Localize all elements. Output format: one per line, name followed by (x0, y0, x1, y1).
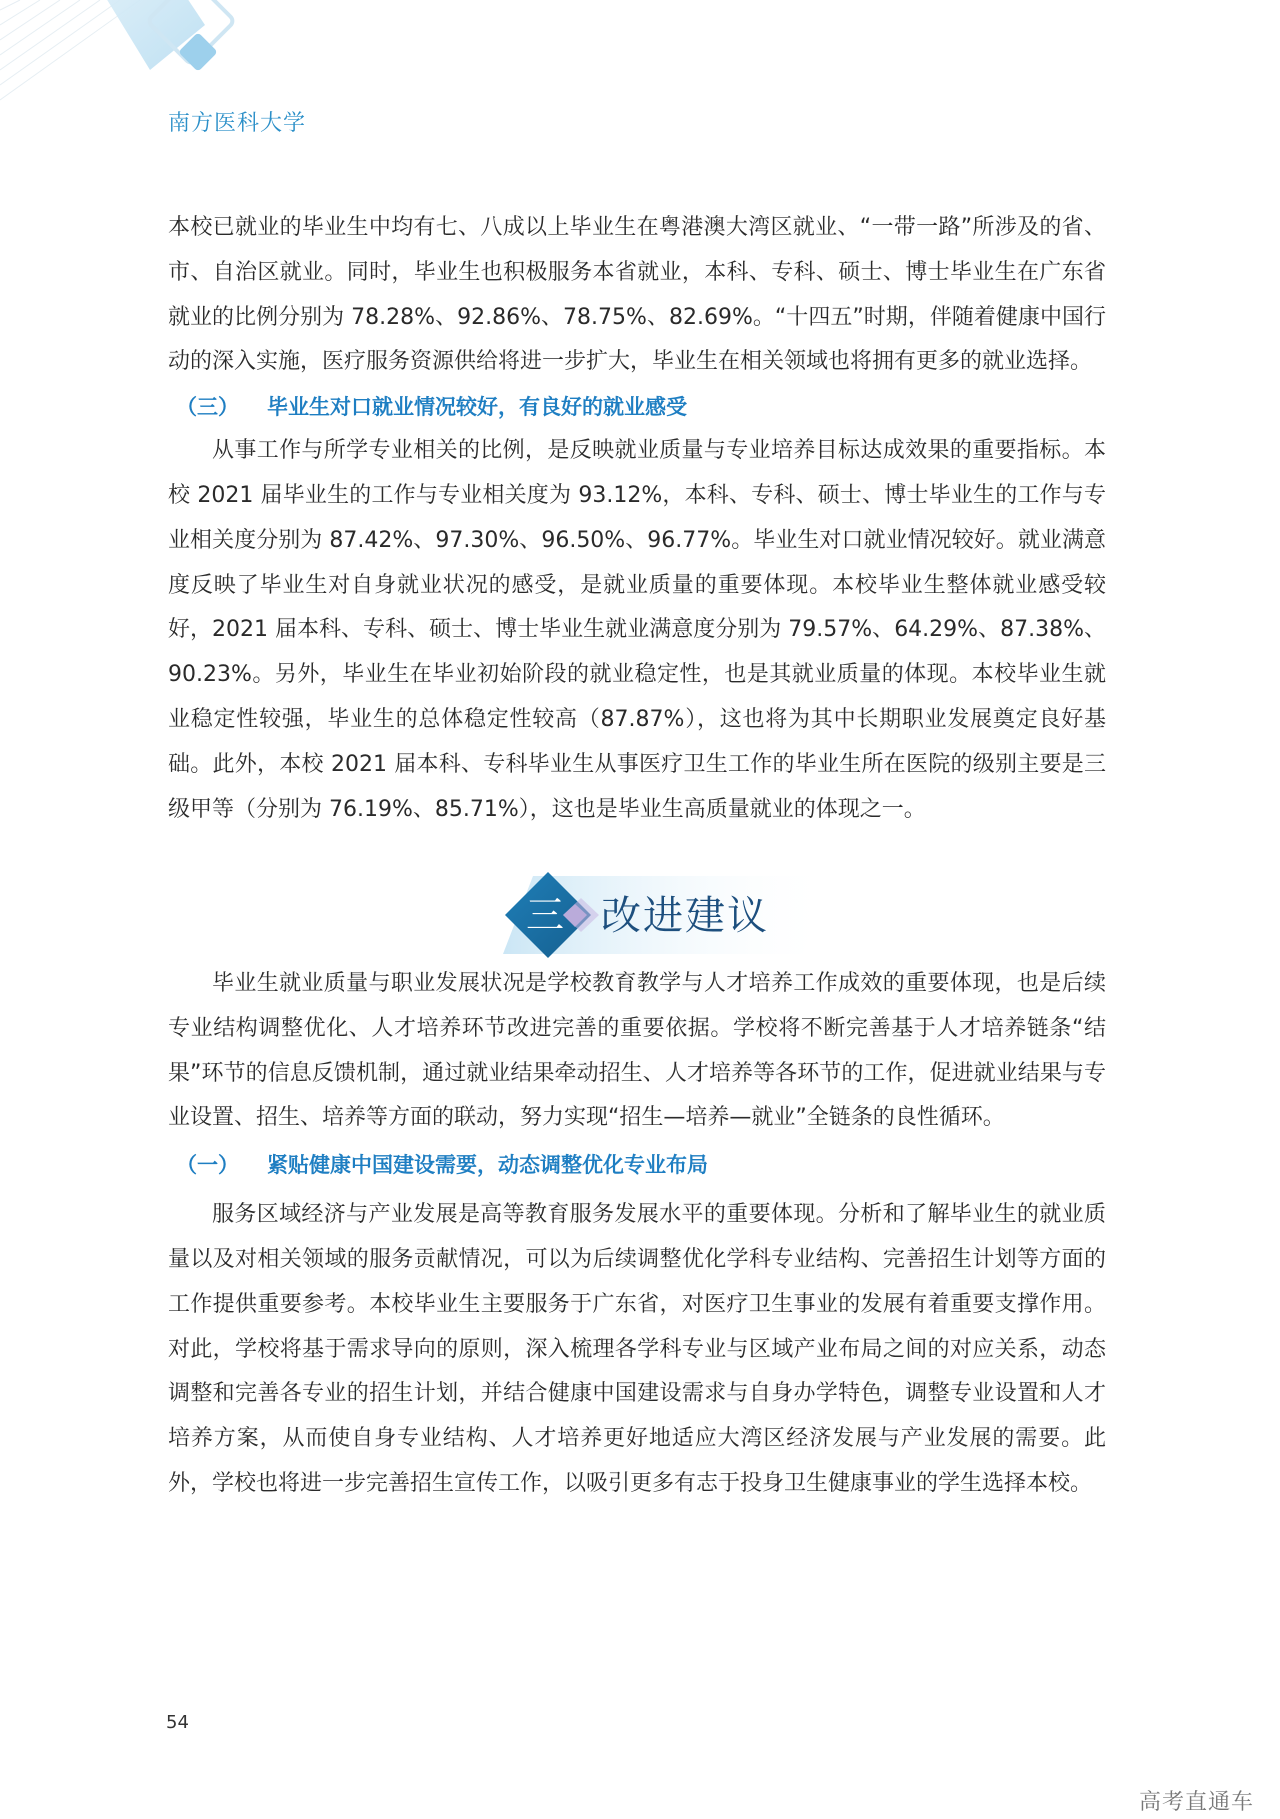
school-name-header: 南方医科大学 (168, 111, 307, 136)
subheading-1 (168, 1143, 1106, 1187)
paragraph-job-relevance: 从事工作与所学专业相关的比例，是反映就业质量与专业培养目标达成效果的重要指标。本校 2021 届毕业生的工作与专业相关度为 93.12%，本科、专科、硕士、博士毕业生的工作与专业相关度分别为 87.42%、97.30%、96.50%、96.77%。毕业生对口就业情况较好。就业满意度反映了毕业生对自身就业状况的感受，是就业质量的重要体现。本校毕业生整体就业感受较好，2021 届本科、专科、硕士、博士毕业生就业满意度分别为 79.57%、64.29%、87.38%、90.23%。另外，毕业生在毕业初始阶段的就业稳定性，也是其就业质量的体现。本校毕业生就业稳定性较强，毕业生的总体稳定性较高（87.87%），这也将为其中长期职业发展奠定良好基础。此外，本校 2021 届本科、专科毕业生从事医疗卫生工作的毕业生所在医院的级别主要是三级甲等（分别为 76.19%、85.71%），这也是毕业生高质量就业的体现之一。 (168, 438, 1106, 822)
content-block-2 (168, 962, 1106, 1507)
subheading-3 (168, 385, 1106, 429)
page-number: 54 (166, 1712, 189, 1733)
subheading-1-text: 紧贴健康中国建设需要，动态调整优化专业布局 (267, 1153, 708, 1178)
section-title: 改进建议 (601, 893, 769, 939)
content-block-1 (168, 206, 1106, 832)
corner-decoration (0, 0, 260, 110)
section-number: 三 (526, 893, 565, 937)
paragraph-regional-service: 服务区域经济与产业发展是高等教育服务发展水平的重要体现。分析和了解毕业生的就业质量以及对相关领域的服务贡献情况，可以为后续调整优化学科专业结构、完善招生计划等方面的工作提供重要参考。本校毕业生主要服务于广东省，对医疗卫生事业的发展有着重要支撑作用。对此，学校将基于需求导向的原则，深入梳理各学科专业与区域产业布局之间的对应关系，动态调整和完善各专业的招生计划，并结合健康中国建设需求与自身办学特色，调整专业设置和人才培养方案，从而使自身专业结构、人才培养更好地适应大湾区经济发展与产业发展的需要。此外，学校也将进一步完善招生宣传工作，以吸引更多有志于投身卫生健康事业的学生选择本校。 (168, 1202, 1106, 1496)
subheading-3-text: 毕业生对口就业情况较好，有良好的就业感受 (267, 395, 687, 420)
paragraph-employment-region: 本校已就业的毕业生中均有七、八成以上毕业生在粤港澳大湾区就业、“一带一路”所涉及的省、市、自治区就业。同时，毕业生也积极服务本省就业，本科、专科、硕士、博士毕业生在广东省就业的比例分别为 78.28%、92.86%、78.75%、82.69%。“十四五”时期，伴随着健康中国行动的深入实施，医疗服务资源供给将进一步扩大，毕业生在相关领域也将拥有更多的就业选择。 (168, 215, 1106, 375)
subheading-3-number: （三） (176, 395, 239, 420)
watermark-text: 高考直通车 (1138, 1790, 1254, 1815)
subheading-1-number: （一） (176, 1153, 239, 1178)
paragraph-improvement-intro: 毕业生就业质量与职业发展状况是学校教育教学与人才培养工作成效的重要体现，也是后续专业结构调整优化、人才培养环节改进完善的重要依据。学校将不断完善基于人才培养链条“结果”环节的信息反馈机制，通过就业结果牵动招生、人才培养等各环节的工作，促进就业结果与专业设置、招生、培养等方面的联动，努力实现“招生—培养—就业”全链条的良性循环。 (168, 971, 1106, 1131)
